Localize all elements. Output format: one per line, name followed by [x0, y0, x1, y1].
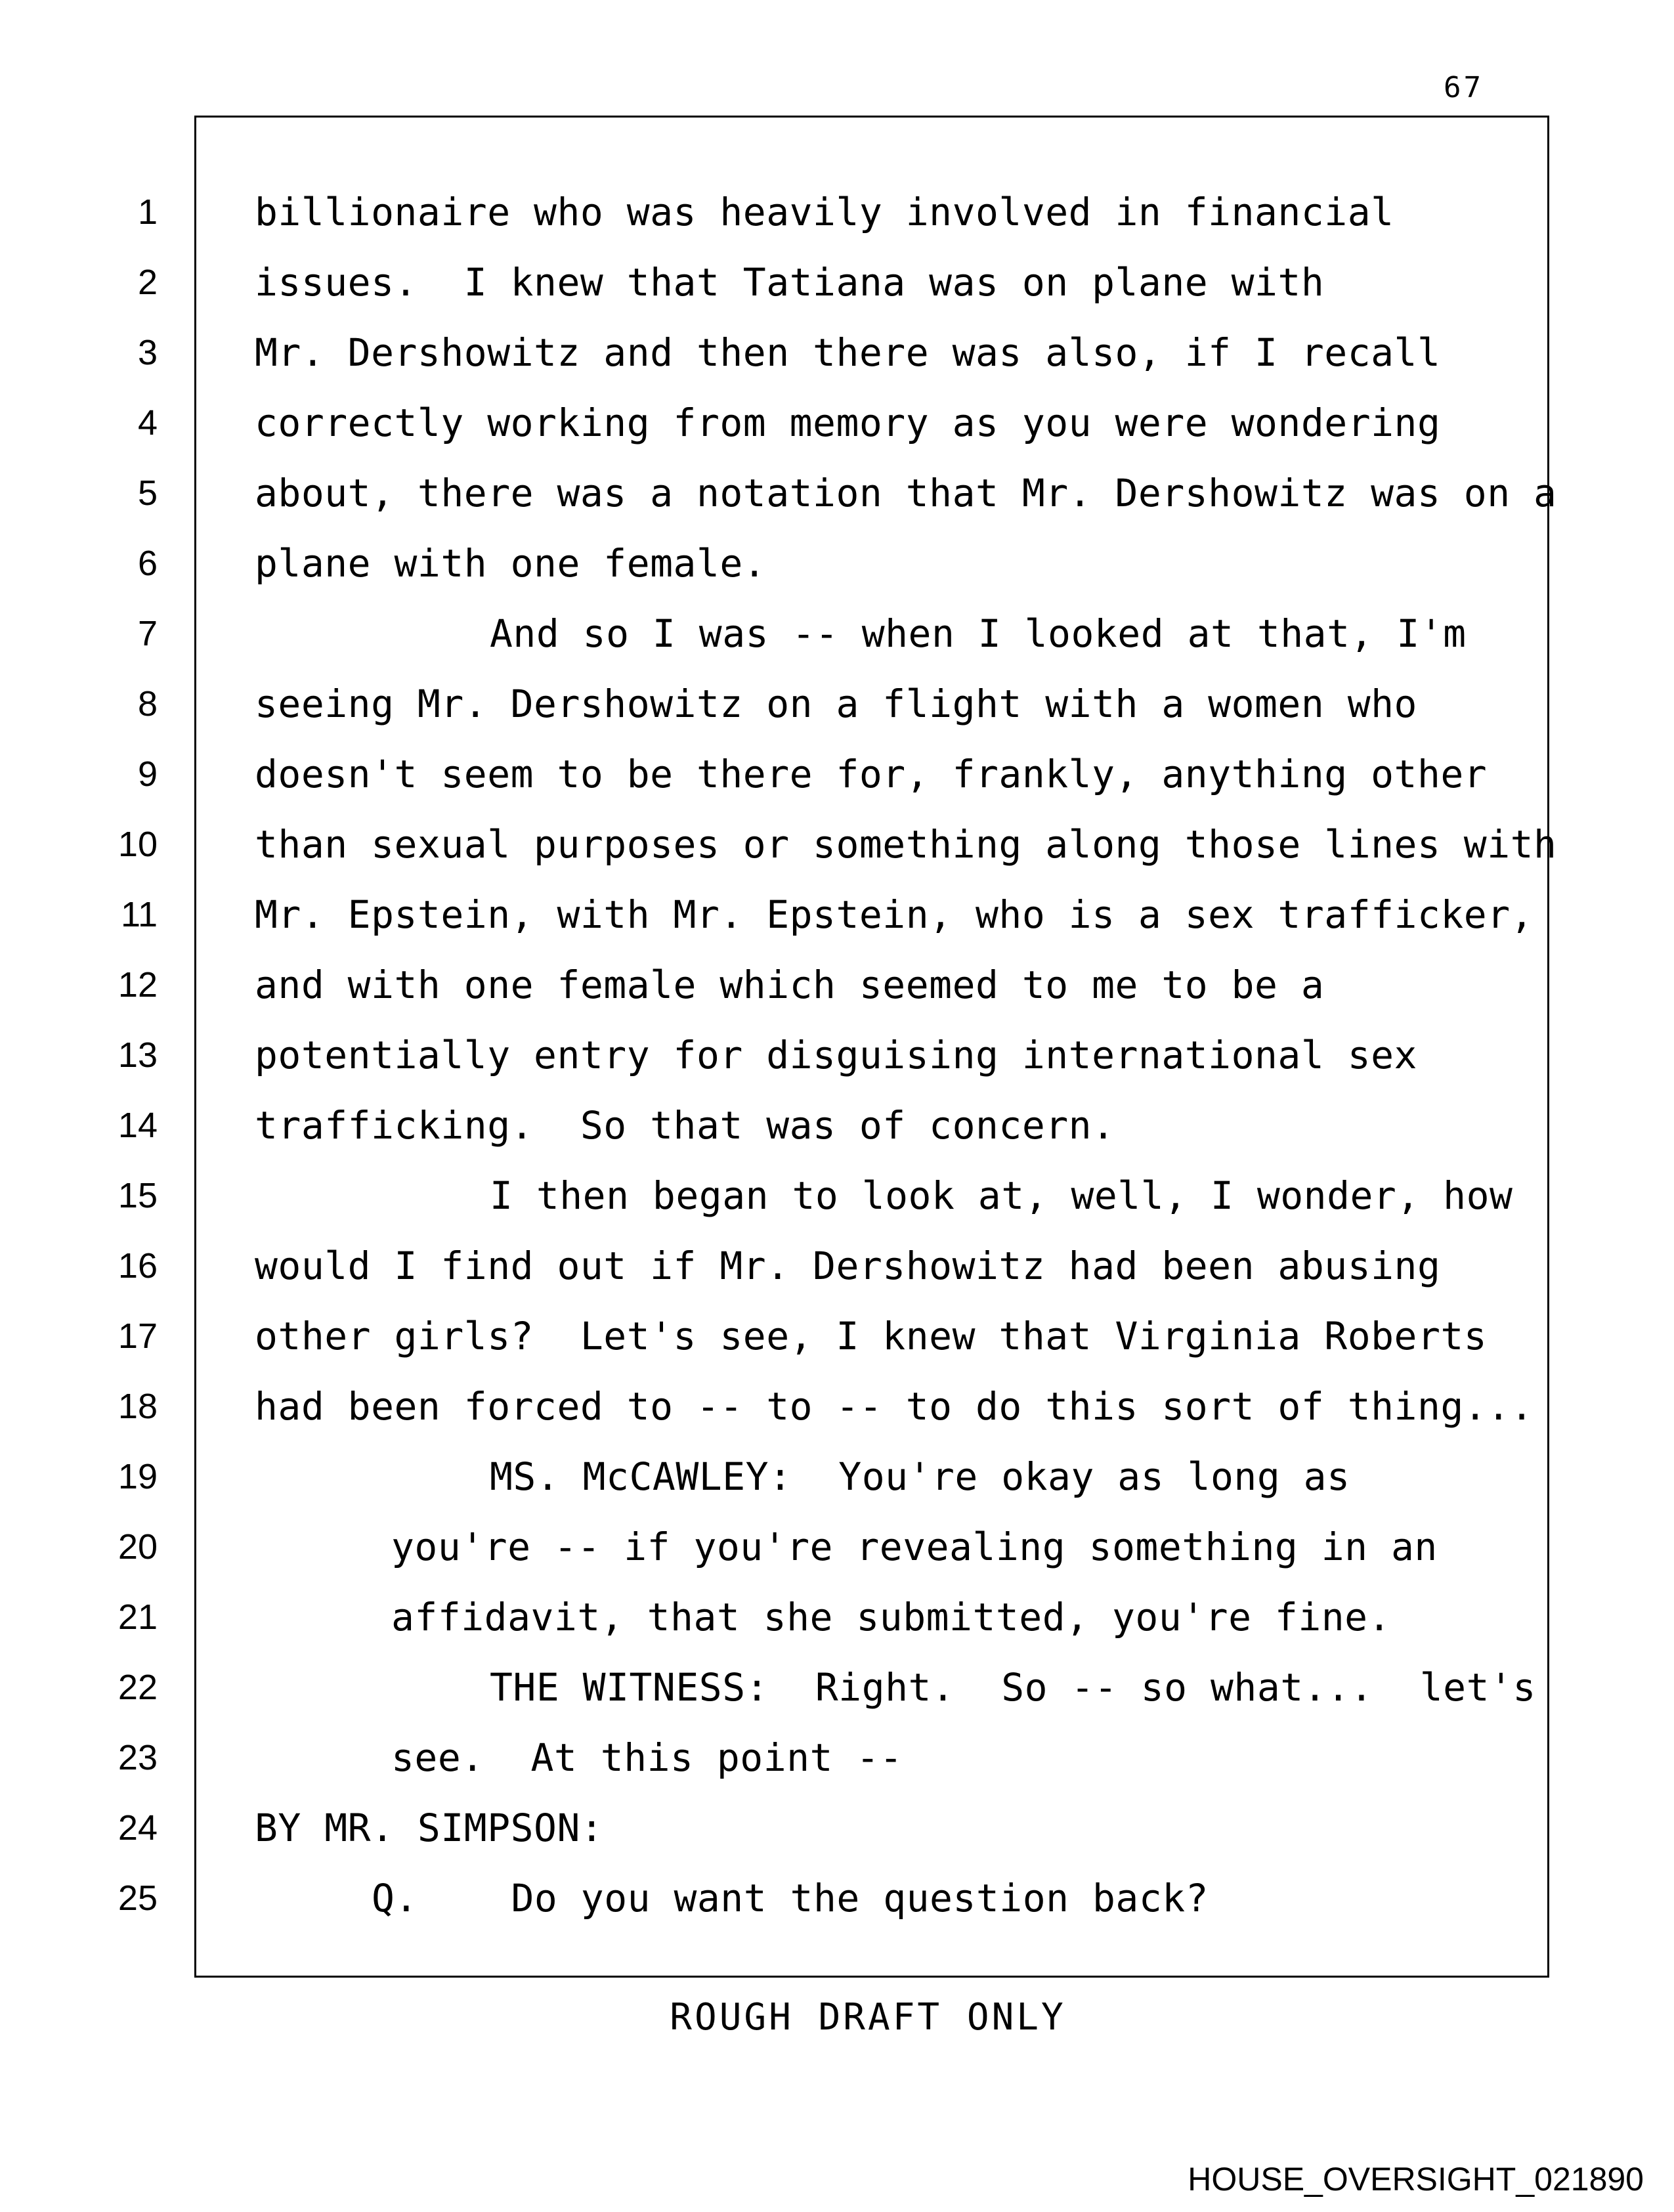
transcript-line: BY MR. SIMPSON: — [255, 1806, 604, 1850]
transcript-line: seeing Mr. Dershowitz on a flight with a women who — [255, 682, 1417, 726]
transcript-line: Mr. Epstein, with Mr. Epstein, who is a sex trafficker, — [255, 892, 1534, 937]
transcript-line: I then began to look at, well, I wonder, how — [490, 1173, 1513, 1218]
transcript-line: doesn't seem to be there for, frankly, anything other — [255, 752, 1488, 796]
line-number: 17 — [118, 1316, 158, 1356]
transcript-line: see. At this point -- — [391, 1735, 903, 1780]
transcript-line: potentially entry for disguising international sex — [255, 1033, 1417, 1077]
line-number: 12 — [118, 965, 158, 1005]
transcript-line: MS. McCAWLEY: You're okay as long as — [490, 1454, 1350, 1499]
line-number: 19 — [118, 1457, 158, 1496]
line-number: 21 — [118, 1597, 158, 1637]
line-number: 11 — [120, 895, 158, 934]
transcript-line: about, there was a notation that Mr. Dershowitz was on a — [255, 471, 1557, 515]
line-number: 16 — [118, 1246, 158, 1286]
line-number: 18 — [118, 1387, 158, 1426]
transcript-line: plane with one female. — [255, 541, 767, 586]
line-number: 23 — [118, 1738, 158, 1777]
line-number: 20 — [118, 1527, 158, 1567]
line-number: 3 — [137, 333, 158, 372]
line-number: 13 — [118, 1035, 158, 1075]
line-number: 8 — [137, 684, 158, 724]
transcript-line: affidavit, that she submitted, you're fine. — [391, 1595, 1392, 1639]
line-number: 25 — [118, 1878, 158, 1918]
transcript-line: correctly working from memory as you were wondering — [255, 401, 1441, 445]
transcript-line: Q. Do you want the question back? — [372, 1876, 1209, 1920]
line-number: 1 — [137, 192, 158, 232]
transcript-line: and with one female which seemed to me to be a — [255, 963, 1325, 1007]
bates-number: HOUSE_OVERSIGHT_021890 — [1188, 2161, 1644, 2198]
line-number: 22 — [118, 1668, 158, 1707]
line-number: 7 — [137, 614, 158, 653]
transcript-line: trafficking. So that was of concern. — [255, 1103, 1115, 1148]
line-number: 15 — [118, 1176, 158, 1215]
transcript-line: would I find out if Mr. Dershowitz had been abusing — [255, 1244, 1441, 1288]
line-number: 9 — [137, 754, 158, 794]
transcript-line: billionaire who was heavily involved in financial — [255, 190, 1394, 234]
transcript-line: had been forced to -- to -- to do this sort of thing... — [255, 1384, 1534, 1429]
line-number: 2 — [137, 263, 158, 302]
line-number: 14 — [118, 1106, 158, 1145]
line-number: 5 — [137, 473, 158, 513]
transcript-line: other girls? Let's see, I knew that Virginia Roberts — [255, 1314, 1488, 1358]
page-number: 67 — [1444, 71, 1484, 104]
transcript-line: you're -- if you're revealing something in an — [391, 1525, 1438, 1569]
line-number: 4 — [137, 403, 158, 443]
transcript-line: Mr. Dershowitz and then there was also, if I recall — [255, 330, 1441, 375]
line-number: 24 — [118, 1808, 158, 1848]
rough-draft-notice: ROUGH DRAFT ONLY — [670, 1996, 1066, 2039]
transcript-line: than sexual purposes or something along those lines with — [255, 822, 1557, 867]
line-number: 10 — [118, 825, 158, 864]
transcript-line: THE WITNESS: Right. So -- so what... let's — [490, 1665, 1536, 1710]
transcript-line: issues. I knew that Tatiana was on plane with — [255, 260, 1325, 305]
line-number: 6 — [137, 544, 158, 583]
transcript-line: And so I was -- when I looked at that, I'm — [490, 611, 1467, 656]
